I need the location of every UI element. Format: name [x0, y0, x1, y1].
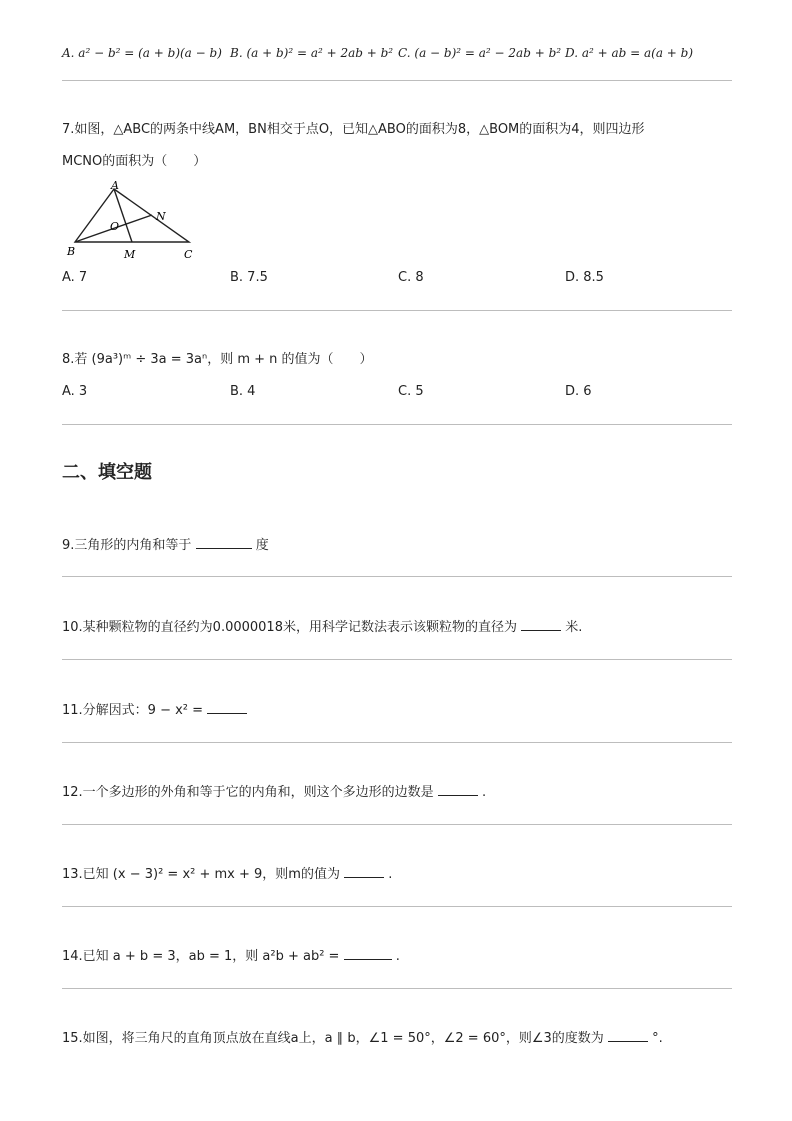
- divider: [62, 424, 732, 425]
- q13-line: [62, 865, 732, 884]
- label-n: N: [156, 210, 166, 223]
- q8-option-a: A. 3: [62, 384, 88, 399]
- q14-line: [62, 947, 732, 966]
- q8-options: [62, 383, 732, 401]
- q15-text-after: °.: [652, 1031, 663, 1046]
- q7-stem-line2: MCNO的面积为（ ）: [62, 154, 207, 169]
- q7-option-d: D. 8.5: [565, 270, 604, 285]
- q8-option-d: D. 6: [565, 384, 592, 399]
- q11-line: [62, 701, 732, 720]
- q13-answer-blank[interactable]: [344, 865, 384, 878]
- q12-text-after: .: [481, 785, 487, 800]
- divider: [62, 80, 732, 81]
- q7-options: [62, 269, 732, 287]
- triangle-abc: [75, 189, 189, 242]
- q9-text: 9.三角形的内角和等于: [62, 538, 192, 553]
- q10-text: 10.某种颗粒物的直径约为0.0000018米，用科学记数法表示该颗粒物的直径为: [62, 620, 517, 635]
- q13-text: 13.已知 (x − 3)² = x² + mx + 9，则m的值为: [62, 867, 340, 882]
- q9-answer-blank[interactable]: [196, 536, 252, 549]
- q13-text-after: .: [388, 867, 393, 882]
- q11-text: 11.分解因式：9 − x² =: [62, 703, 204, 718]
- q6-option-b: B. (a + b)² = a² + 2ab + b²: [230, 46, 394, 60]
- q14-text-after: .: [395, 949, 400, 964]
- q10-answer-blank[interactable]: [521, 618, 561, 631]
- q12-text: 12.一个多边形的外角和等于它的内角和，则这个多边形的边数是: [62, 785, 434, 800]
- q14-answer-blank[interactable]: [344, 947, 392, 960]
- q7-option-c: C. 8: [398, 270, 424, 285]
- q15-line: [62, 1029, 732, 1048]
- q8-stem: 8.若 (9a³)ᵐ ÷ 3a = 3aⁿ，则 m + n 的值为（ ）: [62, 352, 373, 367]
- q15-answer-blank[interactable]: [608, 1029, 648, 1042]
- q8-option-c: C. 5: [398, 384, 424, 399]
- q9-text-after: 度: [255, 538, 269, 553]
- section-title: 二、填空题: [62, 462, 152, 483]
- divider: [62, 310, 732, 311]
- divider: [62, 906, 732, 907]
- q10-text-after: 米.: [565, 620, 583, 635]
- q7-triangle-figure: [62, 180, 202, 262]
- label-o: O: [110, 220, 120, 233]
- divider: [62, 576, 732, 577]
- q7-option-b: B. 7.5: [230, 270, 268, 285]
- q10-line: [62, 618, 732, 637]
- q6-options: [62, 44, 732, 62]
- label-c: C: [184, 248, 193, 261]
- q12-line: [62, 783, 732, 802]
- q7-stem-line1: 7.如图，△ABC的两条中线AM，BN相交于点O，已知△ABO的面积为8，△BOM的面积为4，则四边形: [62, 122, 645, 137]
- divider: [62, 824, 732, 825]
- q7-option-a: A. 7: [62, 270, 88, 285]
- q12-answer-blank[interactable]: [438, 783, 478, 796]
- divider: [62, 742, 732, 743]
- q9-line: [62, 536, 732, 555]
- q6-option-d: D. a² + ab = a(a + b): [565, 46, 694, 60]
- divider: [62, 988, 732, 989]
- q15-text: 15.如图，将三角尺的直角顶点放在直线a上，a ∥ b，∠1 = 50°，∠2 = 60°，则∠3的度数为: [62, 1031, 604, 1046]
- q6-option-c: C. (a − b)² = a² − 2ab + b²: [398, 46, 562, 60]
- q8-option-b: B. 4: [230, 384, 256, 399]
- q14-text: 14.已知 a + b = 3，ab = 1，则 a²b + ab² =: [62, 949, 340, 964]
- label-m: M: [124, 248, 136, 261]
- label-b: B: [67, 245, 76, 258]
- q6-option-a: A. a² − b² = (a + b)(a − b): [62, 46, 222, 60]
- label-a: A: [111, 180, 119, 192]
- divider: [62, 659, 732, 660]
- q11-answer-blank[interactable]: [207, 701, 247, 714]
- median-am: [114, 189, 132, 242]
